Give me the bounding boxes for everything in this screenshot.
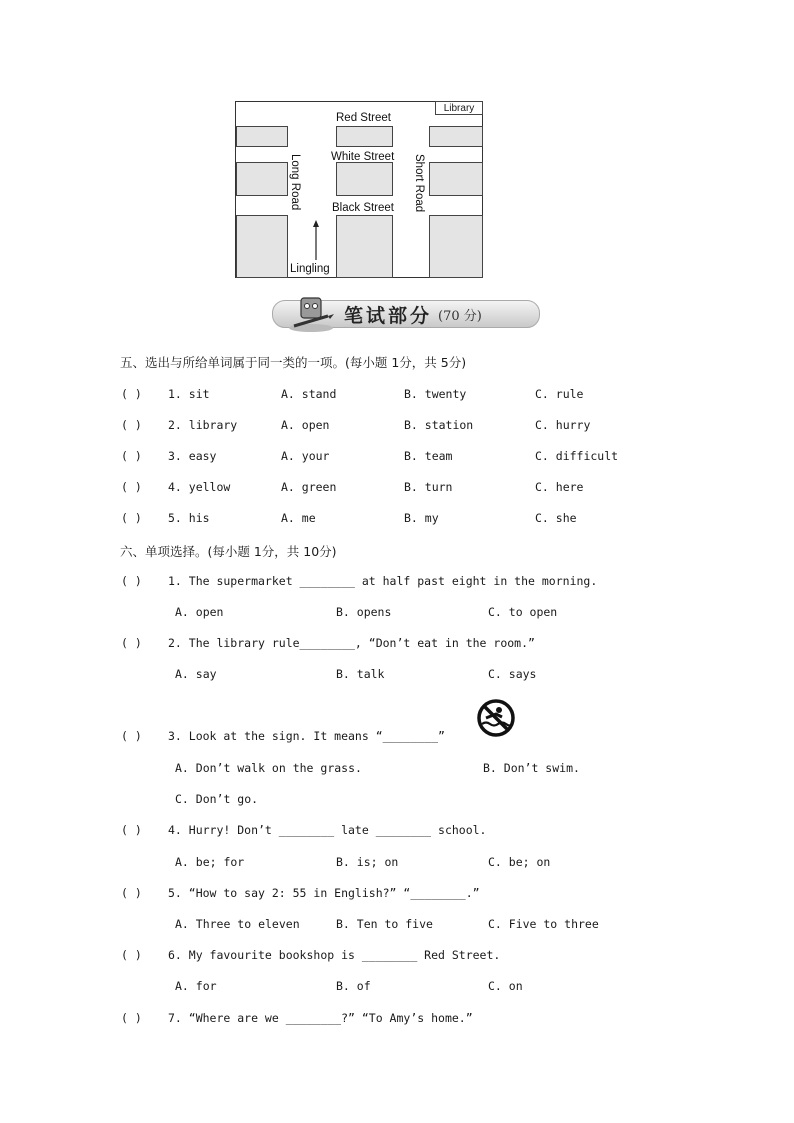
- map-block: [429, 215, 483, 278]
- option-a: A. for: [175, 979, 217, 993]
- arrow-up-icon: [311, 220, 321, 260]
- answer-blank[interactable]: ( ): [121, 511, 142, 525]
- answer-blank[interactable]: ( ): [121, 449, 142, 463]
- answer-blank[interactable]: ( ): [121, 1011, 142, 1025]
- map-block: [236, 126, 288, 147]
- map-white-street: White Street: [331, 151, 395, 163]
- question-stem: 7. “Where are we ________?” “To Amy’s home.”: [168, 1011, 473, 1025]
- option-c: C. Five to three: [488, 917, 599, 931]
- item-word: 4. yellow: [168, 480, 231, 494]
- answer-blank[interactable]: ( ): [121, 574, 142, 588]
- item-word: 5. his: [168, 511, 210, 525]
- map-black-street: Black Street: [332, 202, 394, 214]
- item-word: 2. library: [168, 418, 238, 432]
- section5-heading: 五、选出与所给单词属于同一类的一项。(每小题 1分，共 5分): [120, 355, 467, 370]
- option-a: A. Don’t walk on the grass.: [175, 761, 362, 775]
- question-stem: 1. The supermarket ________ at half past eight in the morning.: [168, 574, 598, 588]
- answer-blank[interactable]: ( ): [121, 886, 142, 900]
- option-c: C. says: [488, 667, 537, 681]
- option-b: B. twenty: [404, 387, 467, 401]
- option-b: B. station: [404, 418, 474, 432]
- answer-blank[interactable]: ( ): [121, 480, 142, 494]
- option-a: A. your: [281, 449, 330, 463]
- map-red-street: Red Street: [336, 112, 391, 124]
- item-word: 3. easy: [168, 449, 217, 463]
- option-b: B. Ten to five: [336, 917, 433, 931]
- pencil-mascot-icon: [286, 292, 336, 334]
- map-short-road-text: Short Road: [413, 154, 425, 213]
- question-stem: 4. Hurry! Don’t ________ late ________ school.: [168, 823, 487, 837]
- option-c: C. to open: [488, 605, 558, 619]
- answer-blank[interactable]: ( ): [121, 418, 142, 432]
- answer-blank[interactable]: ( ): [121, 823, 142, 837]
- question-stem: 5. “How to say 2: 55 in English?” “________.”: [168, 886, 480, 900]
- option-b: B. my: [404, 511, 439, 525]
- option-c: C. be; on: [488, 855, 551, 869]
- question-stem: 6. My favourite bookshop is ________ Red Street.: [168, 948, 501, 962]
- option-b: B. is; on: [336, 855, 399, 869]
- option-a: A. open: [281, 418, 330, 432]
- option-b: B. Don’t swim.: [483, 761, 580, 775]
- answer-blank[interactable]: ( ): [121, 387, 142, 401]
- written-part-banner: [272, 292, 540, 334]
- map-block: [429, 126, 483, 147]
- answer-blank[interactable]: ( ): [121, 729, 142, 743]
- option-c: C. on: [488, 979, 523, 993]
- option-b: B. turn: [404, 480, 453, 494]
- option-a: A. open: [175, 605, 224, 619]
- option-b: B. of: [336, 979, 371, 993]
- option-a: A. stand: [281, 387, 337, 401]
- map-block: [236, 215, 288, 278]
- map-block: [336, 126, 393, 147]
- item-word: 1. sit: [168, 387, 210, 401]
- option-a: A. me: [281, 511, 316, 525]
- answer-blank[interactable]: ( ): [121, 948, 142, 962]
- option-a: A. say: [175, 667, 217, 681]
- map-block: [336, 162, 393, 196]
- no-swimming-sign-icon: [476, 698, 516, 738]
- option-c: C. difficult: [535, 449, 619, 463]
- banner-score: (70 分): [438, 309, 482, 324]
- street-map: [235, 101, 483, 278]
- section6-heading: 六、单项选择。(每小题 1分，共 10分): [120, 544, 337, 559]
- map-short-road: [413, 154, 425, 212]
- map-long-road-text: Long Road: [289, 154, 301, 211]
- question-stem: 2. The library rule________, “Don’t eat in the room.”: [168, 636, 535, 650]
- option-c: C. she: [535, 511, 577, 525]
- map-block: [429, 162, 483, 196]
- option-c: C. hurry: [535, 418, 591, 432]
- map-block: [336, 215, 393, 278]
- option-a: A. Three to eleven: [175, 917, 300, 931]
- option-a: A. green: [281, 480, 337, 494]
- option-b: B. opens: [336, 605, 392, 619]
- option-a: A. be; for: [175, 855, 245, 869]
- option-c: C. here: [535, 480, 584, 494]
- banner-title: 笔试部分: [344, 305, 433, 327]
- option-b: B. talk: [336, 667, 385, 681]
- option-b: B. team: [404, 449, 453, 463]
- map-block: [236, 162, 288, 196]
- map-library-label: Library: [435, 101, 483, 115]
- option-c: C. Don’t go.: [175, 792, 259, 806]
- map-lingling: Lingling: [290, 263, 330, 275]
- question-stem: 3. Look at the sign. It means “________”: [168, 729, 445, 743]
- answer-blank[interactable]: ( ): [121, 636, 142, 650]
- map-long-road: [289, 154, 301, 210]
- option-c: C. rule: [535, 387, 584, 401]
